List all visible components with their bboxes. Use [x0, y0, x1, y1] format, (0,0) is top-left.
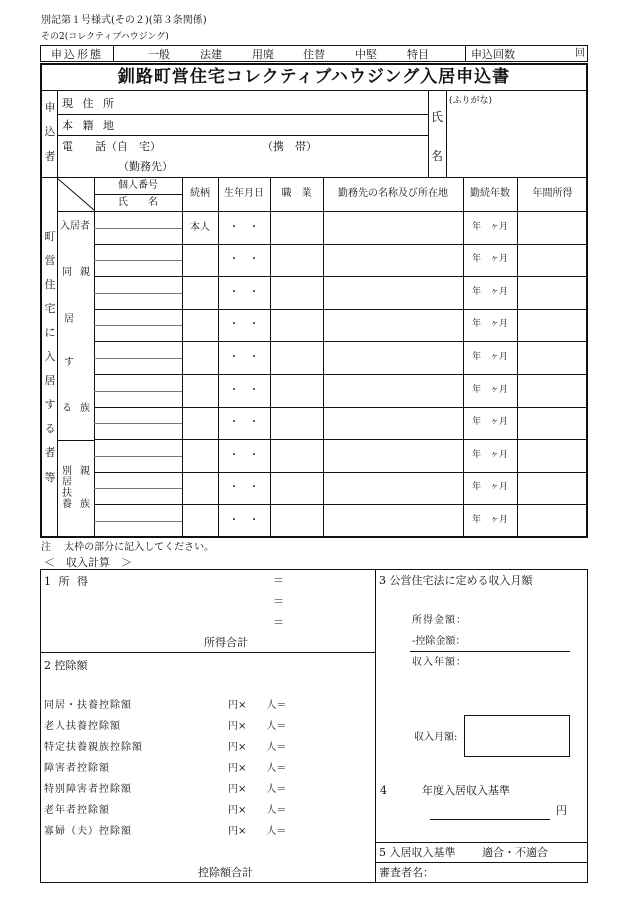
- mobile-phone-label: （携 帯）: [262, 140, 317, 153]
- separate-char: 族: [80, 499, 90, 510]
- years-cell[interactable]: 年 ヶ月: [471, 482, 508, 492]
- deduction-item-formula[interactable]: 円× 人＝: [228, 700, 287, 711]
- deduction-label: 2 控除額: [44, 659, 88, 672]
- cohabit-char: す: [64, 357, 74, 368]
- deduction-item-formula[interactable]: 円× 人＝: [228, 721, 287, 732]
- standard-number: 4: [380, 784, 387, 797]
- resident-side-char: 営: [44, 254, 56, 267]
- deduction-item-formula[interactable]: 円× 人＝: [228, 763, 287, 774]
- domicile-field[interactable]: [135, 116, 423, 134]
- income-calc-heading: ＜ 収入計算 ＞: [44, 556, 132, 569]
- years-header: 勤続年数: [470, 188, 510, 199]
- type-option-specific[interactable]: 特目: [407, 48, 429, 61]
- birth-date-cell[interactable]: ・ ・: [229, 384, 259, 396]
- note-text: 注 太枠の部分に記入してください。: [41, 542, 215, 553]
- furigana-label: (ふりがな): [449, 96, 493, 106]
- annual-income-label: 収入年額：: [412, 657, 467, 668]
- deduction-item-label: 特定扶養親族控除額: [44, 742, 143, 753]
- criteria-result-options[interactable]: 適合・不適合: [482, 846, 548, 859]
- birth-date-cell[interactable]: ・ ・: [229, 254, 259, 265]
- years-cell[interactable]: 年 ヶ月: [471, 319, 508, 329]
- applicant-side-char-3: 者: [44, 150, 56, 163]
- years-cell[interactable]: 年 ヶ月: [471, 351, 508, 362]
- cohabit-char: 同: [62, 267, 72, 278]
- birth-date-cell[interactable]: ・ ・: [229, 417, 259, 428]
- years-cell[interactable]: 年 ヶ月: [471, 449, 508, 460]
- birth-date-cell[interactable]: ・ ・: [229, 482, 259, 493]
- home-phone-label: 電 話（自 宅）: [62, 140, 161, 153]
- separate-char: 扶: [62, 488, 72, 499]
- separate-char: 親: [80, 466, 90, 477]
- application-type-row: [40, 45, 588, 62]
- years-cell[interactable]: 年 ヶ月: [471, 384, 508, 395]
- application-type-label: 申込形態: [51, 48, 103, 61]
- sub-form-label: その2(コレクティブハウジング): [41, 32, 169, 42]
- id-number-header: 個人番号: [118, 180, 158, 191]
- mobile-phone-field[interactable]: [320, 137, 420, 155]
- deduction-item-label: 障害者控除額: [44, 763, 110, 774]
- birth-date-cell[interactable]: ・ ・: [229, 221, 259, 233]
- resident-side-char: 住: [44, 278, 56, 291]
- cohabit-char: 族: [80, 403, 90, 414]
- type-option-middle[interactable]: 中堅: [355, 48, 377, 61]
- deduction-item-label: 特別障害者控除額: [44, 784, 132, 795]
- type-option-general[interactable]: 一般: [148, 48, 170, 61]
- applicant-side-char-1: 申: [44, 101, 56, 114]
- relation-cell: 本人: [190, 221, 210, 233]
- years-cell[interactable]: 年 ヶ月: [471, 221, 508, 232]
- birth-date-cell[interactable]: ・ ・: [229, 351, 259, 363]
- income-label: 1 所 得: [44, 575, 90, 588]
- deduction-item-formula[interactable]: 円× 人＝: [228, 784, 287, 795]
- separate-char: 別: [62, 466, 72, 477]
- application-count-unit: 回: [575, 48, 585, 59]
- applicant-side-char-2: 込: [44, 125, 56, 138]
- deduction-item-label: 老人扶養控除額: [44, 721, 121, 732]
- years-cell[interactable]: 年 ヶ月: [471, 286, 508, 297]
- birth-date-cell[interactable]: ・ ・: [229, 514, 259, 526]
- deduction-item-label: 寡婦（夫）控除額: [44, 826, 132, 837]
- standard-title: 年度入居収入基準: [422, 784, 510, 797]
- deduction-total-label: 控除額合計: [198, 866, 253, 879]
- name-header: 氏 名: [118, 197, 158, 208]
- income-eq-3: ＝: [273, 616, 284, 629]
- resident-side-char: 等: [44, 471, 56, 484]
- resident-side-char: に: [44, 326, 56, 339]
- years-cell[interactable]: 年 ヶ月: [471, 417, 508, 427]
- name-side-char-1: 氏: [431, 110, 444, 124]
- income-header: 年間所得: [532, 188, 573, 199]
- years-cell[interactable]: 年 ヶ月: [471, 254, 508, 264]
- work-phone-field[interactable]: [170, 157, 420, 175]
- monthly-income-title: 3 公営住宅法に定める収入月額: [379, 574, 533, 587]
- name-side-char-2: 名: [431, 149, 444, 163]
- income-eq-1: ＝: [273, 574, 284, 587]
- type-option-abolition[interactable]: 用廃: [252, 48, 274, 61]
- separate-char: 養: [62, 499, 72, 510]
- resident-side-char: 宅: [44, 302, 56, 315]
- monthly-income-label: 収入月額:: [414, 732, 458, 743]
- type-option-legal[interactable]: 法建: [200, 48, 222, 61]
- birth-date-cell[interactable]: ・ ・: [229, 449, 259, 461]
- home-phone-field[interactable]: [200, 137, 260, 155]
- resident-side-char: す: [44, 398, 56, 411]
- applicant-name-field[interactable]: [448, 108, 584, 176]
- address-field[interactable]: [135, 93, 423, 113]
- resident-side-char: 居: [44, 374, 56, 387]
- work-header: 勤務先の名称及び所在地: [338, 188, 448, 199]
- relation-header: 続柄: [190, 188, 210, 199]
- income-total-label: 所得合計: [204, 636, 248, 649]
- cohabit-char: る: [62, 403, 72, 414]
- work-phone-label: （勤務先）: [118, 160, 173, 173]
- resident-side-char: 者: [44, 446, 56, 459]
- income-criteria-label: 5 入居収入基準: [379, 846, 456, 859]
- job-header: 職 業: [281, 188, 312, 199]
- resident-side-char: 入: [44, 350, 56, 363]
- birth-date-cell[interactable]: ・ ・: [229, 319, 259, 330]
- separate-char: 居: [62, 477, 72, 488]
- cohabit-char: 親: [80, 267, 90, 278]
- monthly-income-box[interactable]: [464, 715, 570, 757]
- applicant-row-label: 入居者: [60, 221, 90, 232]
- birth-header: 生年月日: [224, 188, 264, 199]
- birth-date-cell[interactable]: ・ ・: [229, 286, 259, 298]
- income-amount-label: 所得金額：: [412, 615, 467, 626]
- deduction-item-formula[interactable]: 円× 人＝: [228, 826, 287, 837]
- form-number: 別記第１号様式(その２)(第３条関係): [41, 15, 207, 26]
- page-title: 釧路町営住宅コレクティブハウジング入居申込書: [117, 67, 511, 87]
- years-cell[interactable]: 年 ヶ月: [471, 514, 508, 525]
- resident-side-char: る: [44, 422, 56, 435]
- resident-side-char: 町: [44, 230, 56, 243]
- cohabit-char: 居: [64, 314, 74, 325]
- examiner-label: 審査者名：: [379, 866, 434, 879]
- standard-yen: 円: [556, 804, 567, 817]
- deduction-item-label: 老年者控除額: [44, 805, 110, 816]
- domicile-label: 本 籍 地: [62, 119, 117, 132]
- deduction-item-formula[interactable]: 円× 人＝: [228, 742, 287, 753]
- income-eq-2: ＝: [273, 595, 284, 608]
- deduction-item-formula[interactable]: 円× 人＝: [228, 805, 287, 816]
- application-count-label: 申込回数: [471, 48, 515, 61]
- header-diagonal: [57, 178, 95, 211]
- deduction-item-label: 同居・扶養控除額: [44, 700, 132, 711]
- minus-deduction-label: -控除金額：: [412, 636, 466, 647]
- type-option-relocation[interactable]: 住替: [303, 48, 325, 61]
- address-label: 現 住 所: [62, 97, 117, 110]
